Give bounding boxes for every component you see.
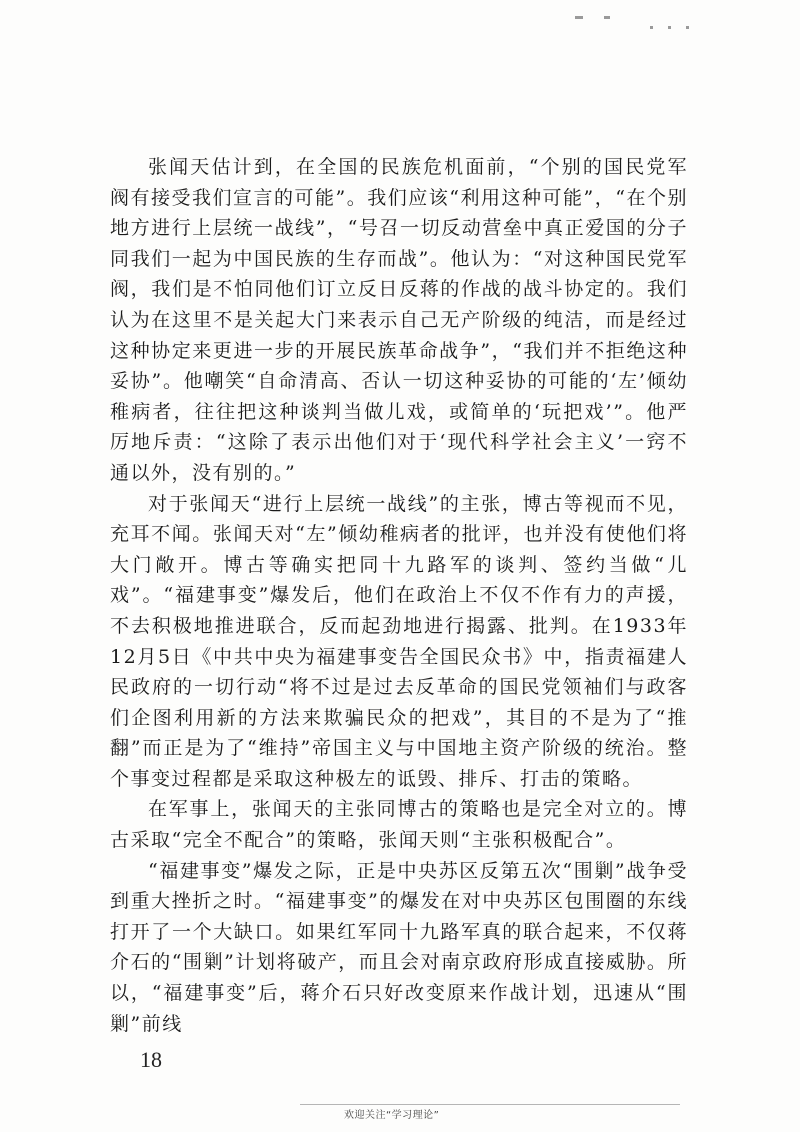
paragraph: 在军事上，张闻天的主张同博古的策略也是完全对立的。博古采取“完全不配合”的策略，张闻天则“主张积极配合”。 xyxy=(110,798,688,852)
scan-artifact xyxy=(668,26,671,29)
footer-divider xyxy=(300,1104,680,1105)
footer-watermark-text: 欢迎关注“学习理论” xyxy=(344,1110,440,1121)
scan-artifact xyxy=(604,16,610,19)
paragraph: “福建事变”爆发之际，正是中央苏区反第五次“围剿”战争受到重大挫折之时。“福建事变”的爆发在对中央苏区包围圈的东线打开了一个大缺口。如果红军同十九路军真的联合起来，不仅蒋介石的“围剿”计划将破产，而且会对南京政府形成直接威胁。所以，“福建事变”后，蒋介石只好改变原来作战计划，迅速从“围剿”前线 xyxy=(110,859,688,1035)
scan-artifact xyxy=(575,16,583,19)
paragraph: 对于张闻天“进行上层统一战线”的主张，博古等视而不见，充耳不闻。张闻天对“左”倾幼稚病者的批评，也并没有使他们将大门敞开。博古等确实把同十九路军的谈判、签约当做“儿戏”。“福建事变”爆发后，他们在政治上不仅不作有力的声援，不去积极地推进联合，反而起劲地进行揭露、批判。在1933年12月5日《中共中央为福建事变告全国民众书》中，指责福建人民政府的一切行动“将不过是过去反革命的国民党领袖们与政客们企图利用新的方法来欺骗民众的把戏”，其目的不是为了“推翻”而正是为了“维持”帝国主义与中国地主资产阶级的统治。整个事变过程都是采取这种极左的诋毁、排斥、打击的策略。 xyxy=(110,492,688,790)
body-text xyxy=(110,152,688,1039)
scan-artifact xyxy=(650,26,653,29)
page-number: 18 xyxy=(140,1047,162,1072)
paragraph: 张闻天估计到，在全国的民族危机面前，“个别的国民党军阀有接受我们宣言的可能”。我们应该“利用这种可能”，“在个别地方进行上层统一战线”，“号召一切反动营垒中真正爱国的分子同我们一起为中国民族的生存而战”。他认为：“对这种国民党军阀，我们是不怕同他们订立反日反蒋的作战的战斗协定的。我们认为在这里不是关起大门来表示自己无产阶级的纯洁，而是经过这种协定来更进一步的开展民族革命战争”，“我们并不拒绝这种妥协”。他嘲笑“自命清高、否认一切这种妥协的可能的‘左’倾幼稚病者，往往把这种谈判当做儿戏，或简单的‘玩把戏’”。他严厉地斥责：“这除了表示出他们对于‘现代科学社会主义’一窍不通以外，没有别的。” xyxy=(110,156,688,484)
scan-artifact xyxy=(686,26,689,29)
